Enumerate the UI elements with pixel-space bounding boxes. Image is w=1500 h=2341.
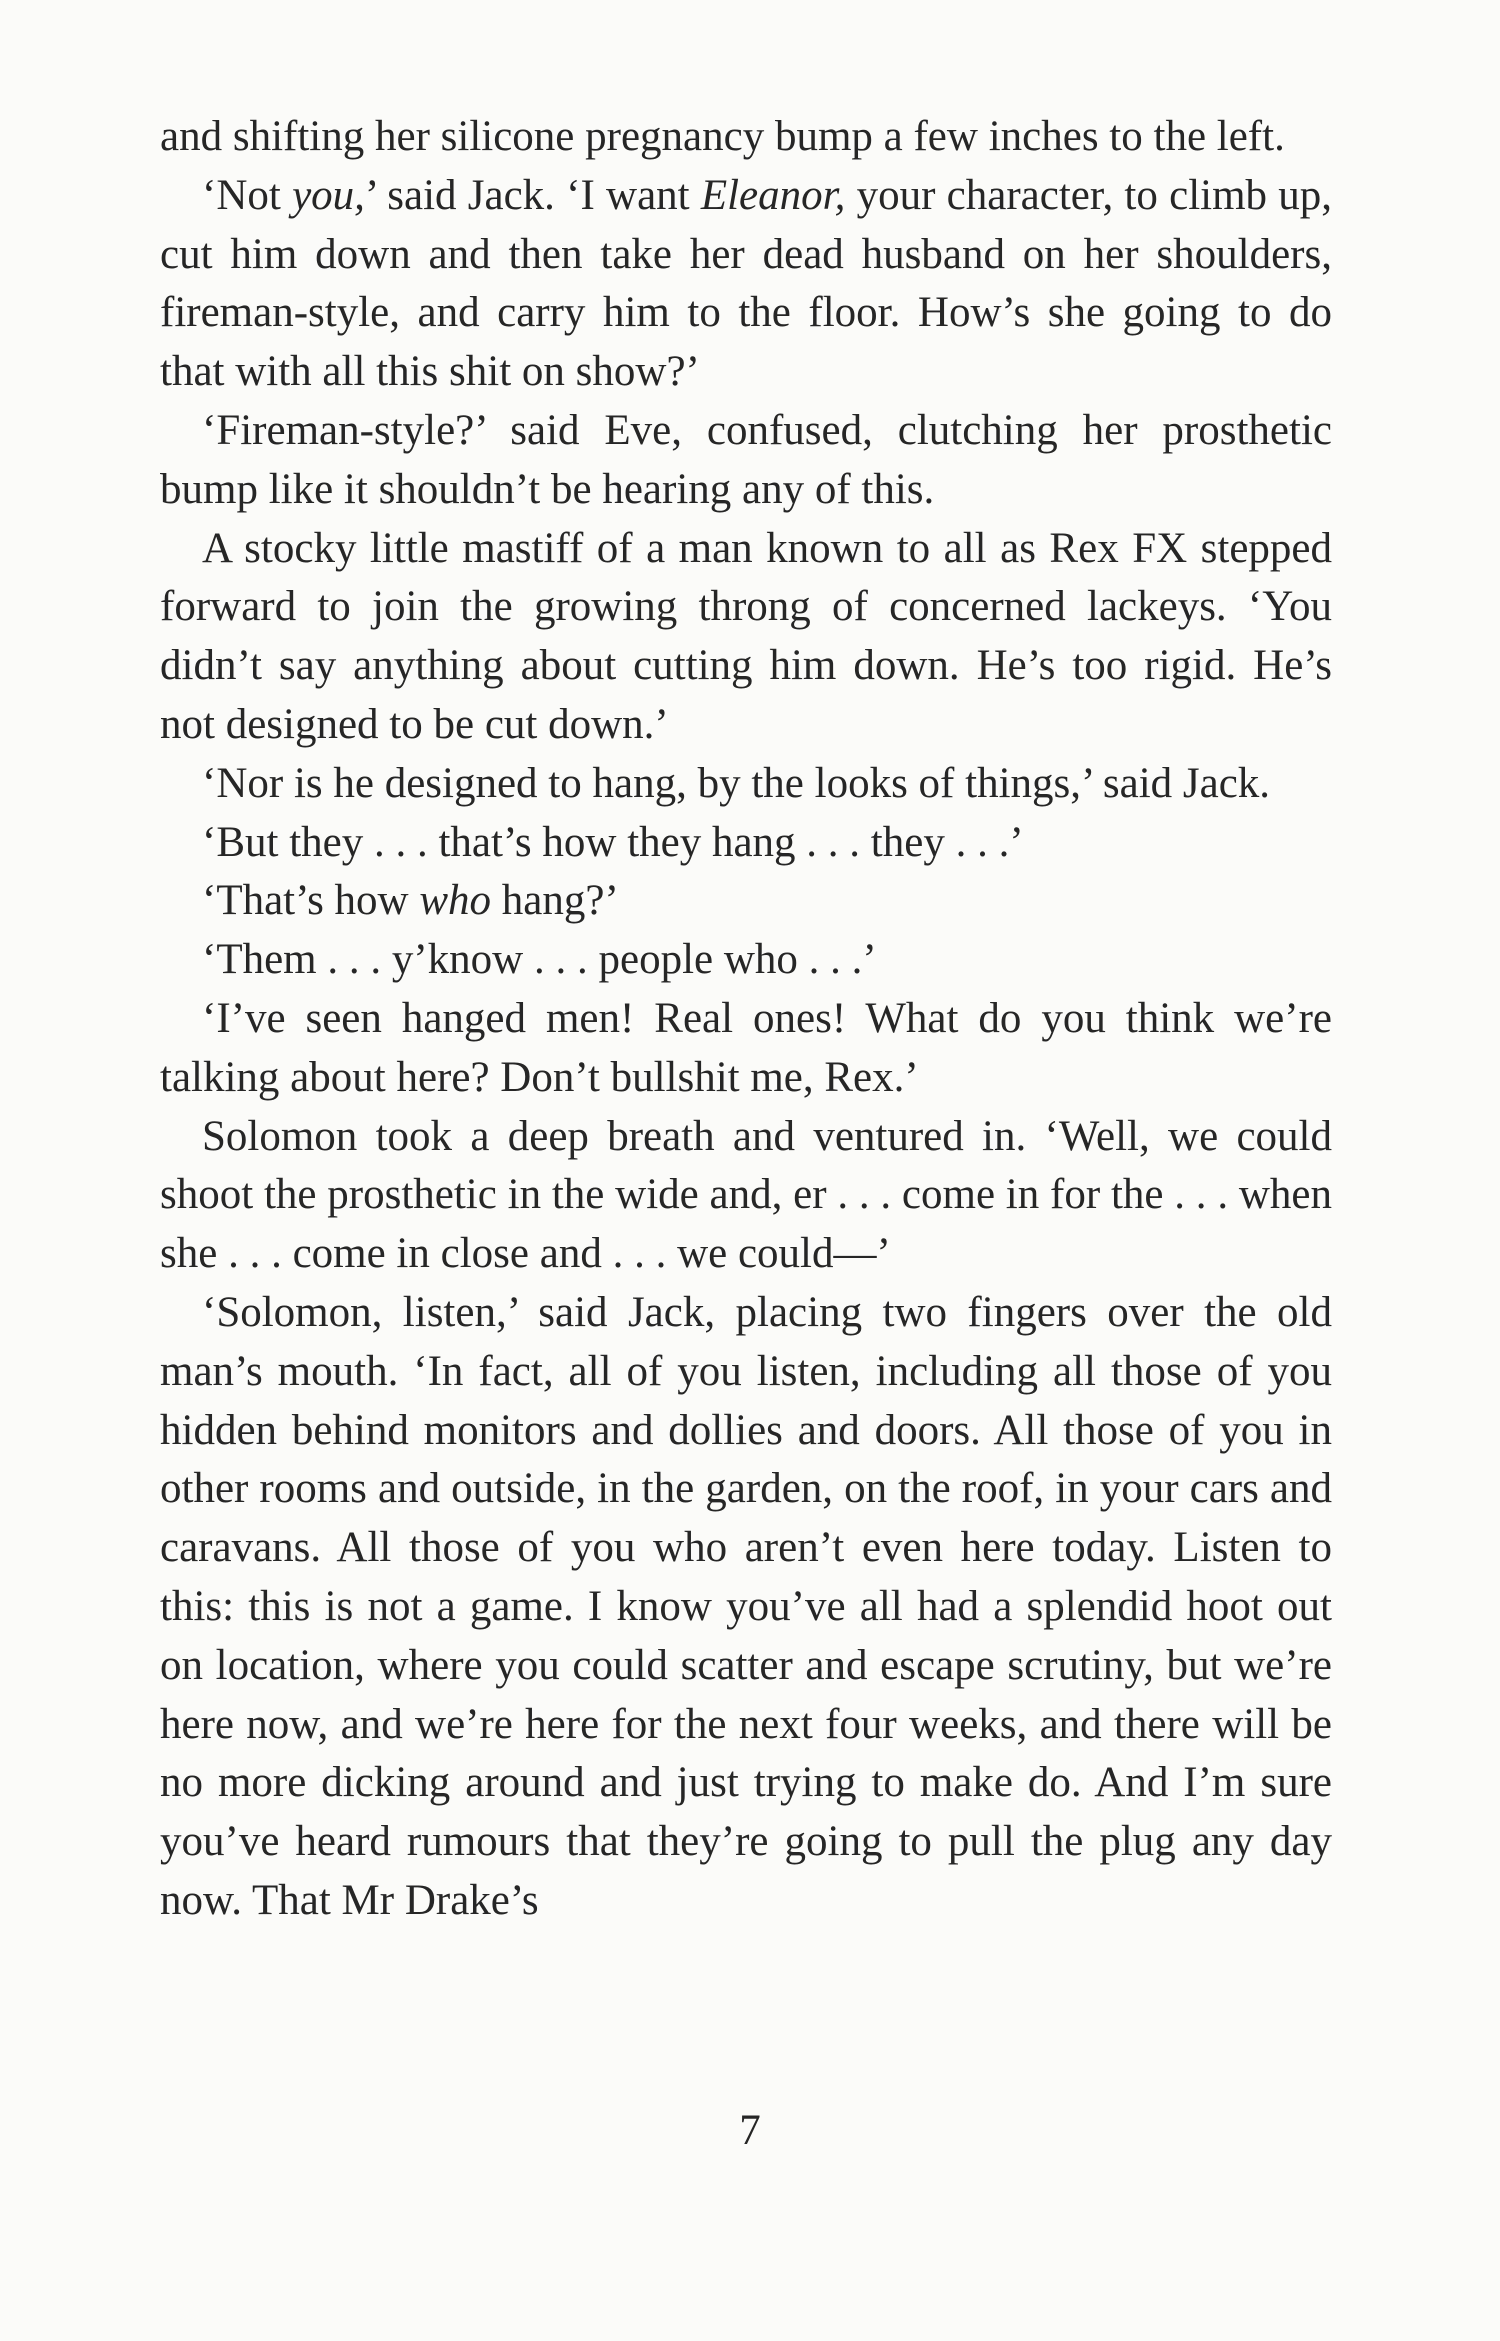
text-run: ‘Them . . . y’know . . . people who . . .’ <box>202 936 877 984</box>
italic-text: Eleanor, <box>700 171 846 219</box>
text-run: your character, to climb up, cut him down and then take her dead husband on her shoulders, fireman-style, and carry him to the floor. How’s she going to do that with all this shit on show?’ <box>160 171 1333 396</box>
text-run: ‘Nor is he designed to hang, by the looks of things,’ said Jack. <box>202 759 1271 807</box>
paragraph <box>160 1108 1332 1284</box>
text-run: ‘Not <box>202 171 293 219</box>
paragraph <box>160 1284 1332 1931</box>
paragraph <box>160 931 1332 990</box>
paragraph <box>160 755 1332 814</box>
text-run: hang?’ <box>491 877 619 925</box>
paragraph <box>160 990 1332 1108</box>
paragraph <box>160 108 1332 167</box>
text-run: and shifting her silicone pregnancy bump a few inches to the left. <box>160 113 1285 160</box>
text-run: ‘But they . . . that’s how they hang . . . they . . .’ <box>202 818 1024 866</box>
paragraph <box>160 402 1332 520</box>
text-run: Solomon took a deep breath and ventured in. ‘Well, we could shoot the prosthetic in the wide and, er . . . come in for the . . . when she . . . come in close and . . . we could—’ <box>160 1112 1332 1278</box>
text-run: ‘I’ve seen hanged men! Real ones! What do you think we’re talking about here? Don’t bullshit me, Rex.’ <box>160 994 1332 1101</box>
page-number: 7 <box>739 2107 761 2154</box>
paragraph <box>160 814 1332 873</box>
italic-text: you, <box>292 171 365 219</box>
text-run: ‘Fireman-style?’ said Eve, confused, clutching her prosthetic bump like it shouldn’t be hearing any of this. <box>160 406 1332 513</box>
paragraph <box>160 872 1332 931</box>
paragraph <box>160 167 1332 402</box>
text-run: ‘That’s how <box>202 877 420 925</box>
italic-text: who <box>419 877 492 925</box>
text-run: ’ said Jack. ‘I want <box>364 171 701 219</box>
page-text <box>160 108 1332 1931</box>
text-run: ‘Solomon, listen,’ said Jack, placing two fingers over the old man’s mouth. ‘In fact, all of you listen, including all those of you hidden behind monitors and dollies and doors. All those of you in other rooms and outside, in the garden, on the roof, in your cars and caravans. All those of you who aren’t even here today. Listen to this: this is not a game. I know you’ve all had a splendid hoot out on location, where you could scatter and escape scrutiny, but we’re here now, and we’re here for the next four weeks, and there will be no more dicking around and just trying to make do. And I’m sure you’ve heard rumours that they’re going to pull the plug any day now. That Mr Drake’s <box>160 1288 1332 1924</box>
paragraph <box>160 520 1332 755</box>
text-run: A stocky little mastiff of a man known to all as Rex FX stepped forward to join the growing throng of concerned lackeys. ‘You didn’t say anything about cutting him down. He’s too rigid. He’s not designed to be cut down.’ <box>160 524 1332 748</box>
